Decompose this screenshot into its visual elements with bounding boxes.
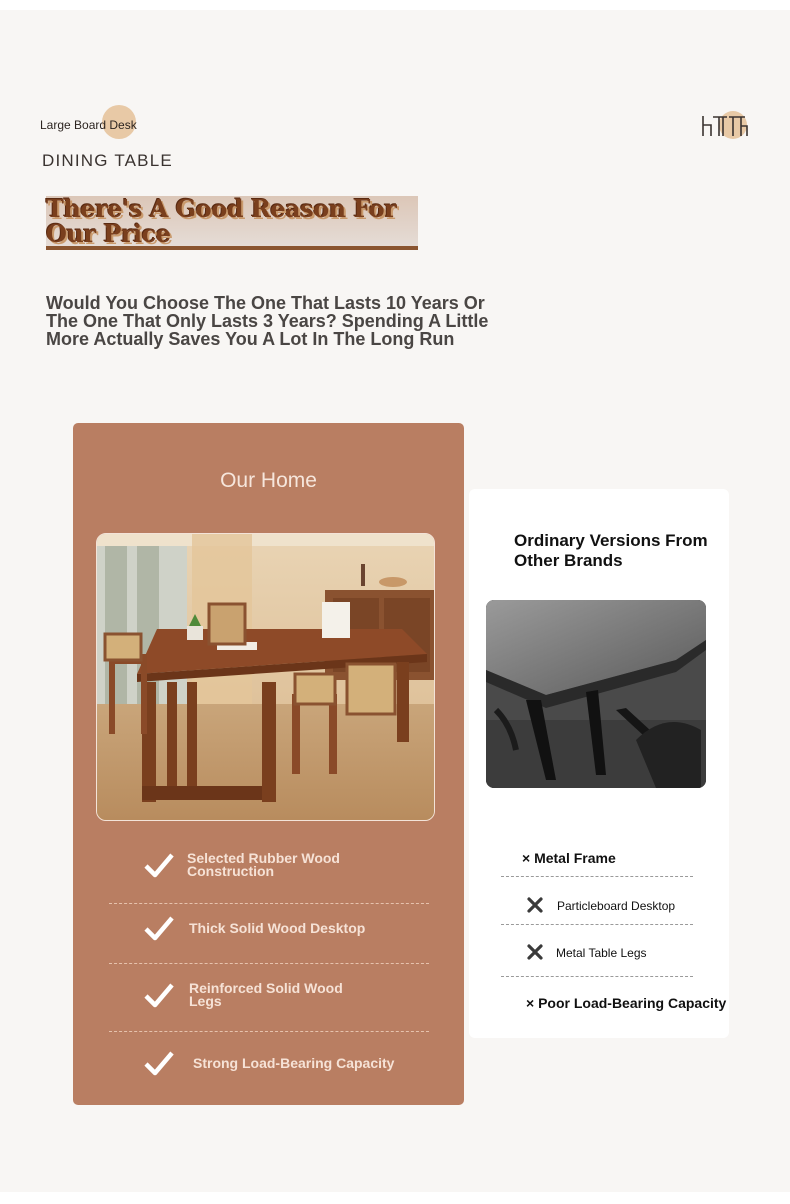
ordinary-item: Particleboard Desktop (557, 899, 676, 913)
feature-label: Thick Solid Wood Desktop (189, 919, 366, 936)
dashed-divider (501, 924, 693, 925)
feature-label: Reinforced Solid Wood Legs (189, 980, 343, 1009)
checkmark-icon (143, 914, 175, 942)
ordinary-item: Metal Table Legs (556, 946, 647, 960)
brand-label: Large Board Desk (40, 118, 137, 132)
wooden-dining-table-photo (96, 533, 435, 821)
feature-item (143, 981, 379, 1009)
our-home-title: Our Home (220, 469, 317, 492)
checkmark-icon (143, 981, 175, 1009)
feature-label: Strong Load-Bearing Capacity (193, 1054, 395, 1071)
ordinary-item: × Poor Load-Bearing Capacity (526, 995, 727, 1011)
ordinary-title: Ordinary Versions From Other Brands (514, 531, 708, 570)
dashed-divider (109, 903, 429, 904)
metal-leg-table-photo (486, 600, 706, 788)
dashed-divider (501, 876, 693, 877)
page-background (0, 10, 790, 1192)
checkmark-icon (143, 1049, 175, 1077)
our-home-card (73, 423, 464, 1105)
dashed-divider (501, 976, 693, 977)
cross-icon (526, 896, 544, 914)
feature-label: Selected Rubber Wood Construction (187, 850, 340, 879)
feature-item (143, 914, 379, 942)
dashed-divider (109, 1031, 429, 1032)
feature-item (143, 851, 377, 879)
intro-paragraph: Would You Choose The One That Lasts 10 Years Or The One That Only Lasts 3 Years? Spending A Little More Actually Saves You A Lot In The Long Run (46, 293, 489, 349)
feature-item (143, 1049, 413, 1077)
brand-logo-icon (700, 110, 750, 142)
headline: There's A Good Reason For Our Price (46, 196, 418, 250)
product-subtitle: DINING TABLE (42, 151, 173, 170)
ordinary-versions-card (469, 489, 729, 1038)
ordinary-item: × Metal Frame (522, 850, 616, 866)
cross-icon (526, 943, 544, 961)
checkmark-icon (143, 851, 175, 879)
dashed-divider (109, 963, 429, 964)
